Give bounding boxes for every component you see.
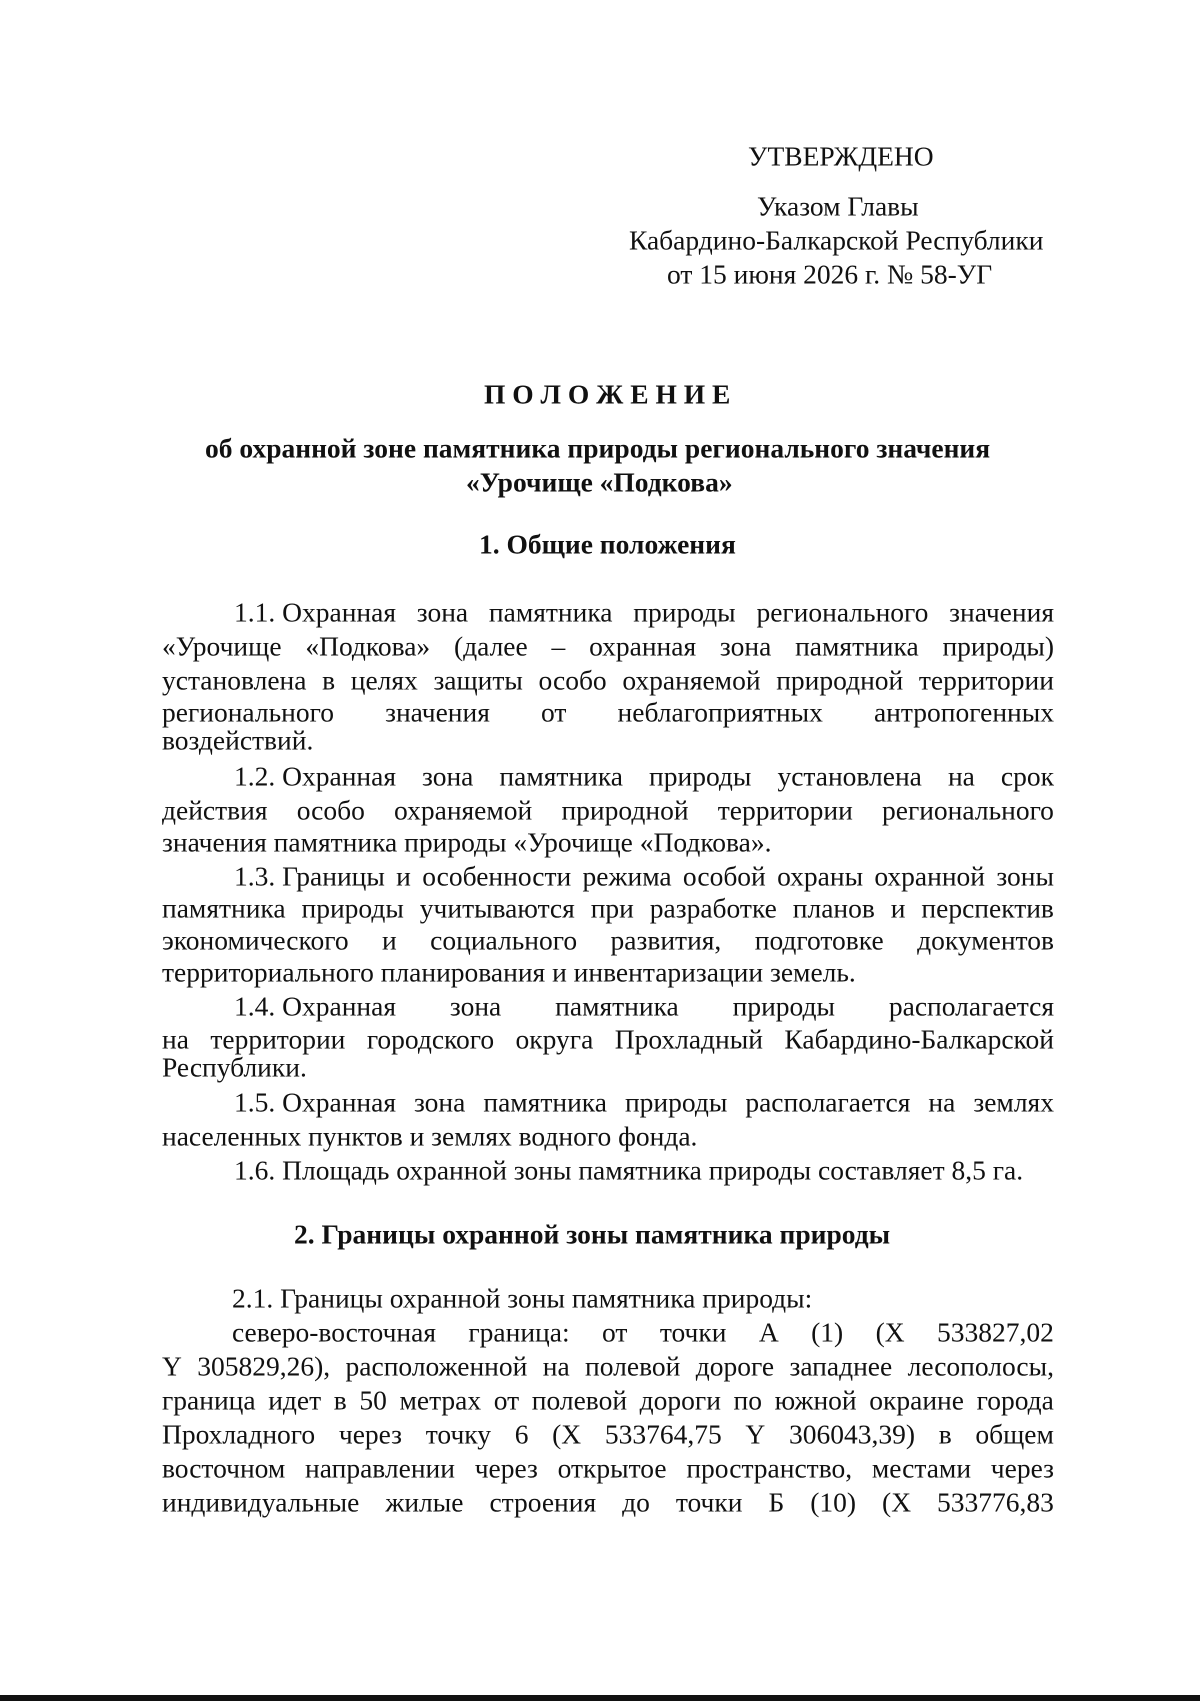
word: 305829,26), [197,1350,331,1382]
word: граница: [468,1316,570,1348]
word: срок [1000,760,1054,792]
word: метрах [399,1384,482,1416]
word: городского [366,1023,495,1055]
word: природы [633,596,736,628]
word: охраняемой [394,794,533,826]
word: землях [973,1086,1054,1118]
word: памятника [162,892,286,924]
boundary-north-east-line-5 [162,1454,1054,1482]
word: 1.4. Охранная [234,990,396,1022]
section-2-heading: 2. Границы охранной зоны памятника природы [294,1218,891,1250]
word: лесополосы, [907,1350,1054,1382]
word: документов [917,924,1054,956]
word: через [338,1418,403,1450]
word: местами [871,1452,972,1484]
word: установлена [162,664,307,696]
word: природы [624,1086,728,1118]
word: окраине [869,1384,964,1416]
word: природы) [942,630,1054,662]
word: (далее [453,630,528,662]
word: граница [162,1384,256,1416]
word: в [322,664,336,696]
word: 50 [359,1384,387,1416]
word: 533776,83 [937,1486,1054,1518]
word: – [551,630,566,662]
word: Y [162,1350,182,1382]
paragraph-2-1: 2.1. Границы охранной зоны памятника природы: [232,1282,813,1314]
word: открытое [557,1452,667,1484]
word: 533827,02 [937,1316,1054,1348]
word: полевой [531,1384,628,1416]
word: и [890,892,906,924]
word: направлении [305,1452,455,1484]
word: памятника [499,760,623,792]
paragraph-1-2-line-1 [234,762,1054,790]
word: подготовке [754,924,884,956]
word: (1) [811,1316,844,1348]
word: Кабардино-Балкарской [784,1023,1054,1055]
word: округа [515,1023,594,1055]
word: через [474,1452,538,1484]
word: природы [732,990,835,1022]
word: на [947,760,975,792]
paragraph-1-5-line-1 [234,1088,1054,1116]
word: в [938,1418,952,1450]
word: идет [268,1384,322,1416]
word: 1.1. Охранная [234,596,396,628]
word: точки [675,1486,743,1518]
word: Y [745,1418,766,1450]
word: точку [425,1418,491,1450]
word: от [602,1316,628,1348]
word: территории [717,794,853,826]
paragraph-1-3-line-4: территориального планирования и инвентаризации земель. [162,956,856,988]
word: дороге [695,1350,775,1382]
word: жилые [385,1486,464,1518]
paragraph-1-4-line-1 [234,992,1054,1020]
word: строения [489,1486,597,1518]
word: от [541,696,567,728]
word: и [382,924,397,956]
word: «Подкова» [305,630,431,662]
paragraph-1-1-line-1 [234,598,1054,626]
word: 6 [514,1418,529,1450]
boundary-north-east-line-1 [232,1318,1054,1346]
word: индивидуальные [162,1486,360,1518]
word: северо-восточная [232,1316,436,1348]
approval-line-3: от 15 июня 2026 г. № 58-УГ [667,258,993,290]
word: зона [449,990,502,1022]
word: Б [768,1486,785,1518]
boundary-north-east-line-3 [162,1386,1054,1414]
scan-bottom-edge [0,1695,1200,1701]
word: значения [385,696,490,728]
word: располагается [745,1086,911,1118]
boundary-north-east-line-6 [162,1488,1054,1516]
approval-stamp-label: УТВЕРЖДЕНО [748,140,934,172]
word: природной [561,794,689,826]
word: развития, [610,924,722,956]
word: неблагоприятных [617,696,823,728]
document-title: П О Л О Ж Е Н И Е [484,378,731,410]
document-subtitle-line-2: «Урочище «Подкова» [466,466,733,498]
word: Прохладный [614,1023,763,1055]
word: учитываются [419,892,575,924]
paragraph-1-4-line-3: Республики. [162,1051,307,1083]
paragraph-1-2-line-3: значения памятника природы «Урочище «Подкова». [162,826,772,858]
word: охраняемой [622,664,761,696]
word: восточном [162,1452,286,1484]
word: памятника [795,630,919,662]
word: (X [875,1316,905,1348]
word: на [162,1023,189,1055]
paragraph-1-1-line-4 [162,698,1054,726]
word: пространство, [686,1452,853,1484]
word: установлена [777,760,922,792]
paragraph-1-2-line-2 [162,796,1054,824]
word: 306043,39) [788,1418,916,1450]
word: особо [296,794,365,826]
word: особенности [422,860,572,892]
word: регионального [162,696,334,728]
word: по [733,1384,762,1416]
word: от [493,1384,520,1416]
word: располагается [888,990,1054,1022]
word: природы [649,760,752,792]
word: на [542,1350,570,1382]
paragraph-1-1-line-3 [162,666,1054,694]
word: на [928,1086,956,1118]
word: города [976,1384,1054,1416]
word: 1.3. Границы [234,860,385,892]
word: зона [719,630,772,662]
word: зона [413,1086,466,1118]
word: памятника [555,990,679,1022]
word: социального [430,924,578,956]
word: 1.2. Охранная [234,760,396,792]
paragraph-1-3-line-3 [162,926,1054,954]
document-subtitle-line-1: об охранной зоне памятника природы регионального значения [205,432,991,464]
paragraph-1-1-line-5: воздействий. [162,724,314,756]
word: действия [162,794,268,826]
word: южной [774,1384,857,1416]
word: памятника [483,1086,607,1118]
word: полевой [585,1350,681,1382]
word: Прохладного [162,1418,316,1450]
word: разработке [649,892,777,924]
word: А [758,1316,779,1348]
word: в [333,1384,347,1416]
word: охранной [874,860,986,892]
word: регионального [881,794,1054,826]
word: защиты [433,664,523,696]
word: экономического [162,924,349,956]
word: зона [422,760,474,792]
word: территории [210,1023,346,1055]
word: при [590,892,634,924]
paragraph-1-4-line-2 [162,1025,1054,1053]
word: охранная [589,630,697,662]
word: режима [582,860,672,892]
paragraph-1-5-line-2: населенных пунктов и землях водного фонда. [162,1120,698,1152]
word: (10) [810,1486,857,1518]
approval-line-1: Указом Главы [757,190,919,222]
word: до [622,1486,650,1518]
word: и [396,860,411,892]
word: (X [882,1486,912,1518]
word: общем [975,1418,1054,1450]
boundary-north-east-line-4 [162,1420,1054,1448]
word: через [990,1452,1054,1484]
word: 533764,75 [604,1418,722,1450]
word: расположенной [345,1350,528,1382]
section-1-heading: 1. Общие положения [479,528,736,560]
word: природной [776,664,904,696]
word: памятника [488,596,613,628]
word: западнее [789,1350,893,1382]
word: природы [301,892,404,924]
word: территории [918,664,1054,696]
word: целях [350,664,418,696]
word: перспектив [921,892,1054,924]
word: зоны [996,860,1054,892]
word: антропогенных [873,696,1054,728]
word: «Урочище [162,630,282,662]
word: планов [792,892,875,924]
word: 1.5. Охранная [234,1086,396,1118]
paragraph-1-1-line-2 [162,632,1054,660]
word: зона [416,596,469,628]
word: особой [682,860,766,892]
word: охраны [777,860,864,892]
word: дороги [639,1384,721,1416]
paragraph-1-6: 1.6. Площадь охранной зоны памятника природы составляет 8,5 га. [234,1154,1024,1186]
word: особо [538,664,607,696]
paragraph-1-3-line-2 [162,894,1054,922]
paragraph-1-3-line-1 [234,862,1054,890]
word: (X [552,1418,582,1450]
word: регионального [756,596,929,628]
word: точки [659,1316,727,1348]
word: значения [949,596,1054,628]
boundary-north-east-line-2 [162,1352,1054,1380]
approval-line-2: Кабардино-Балкарской Республики [629,224,1044,256]
